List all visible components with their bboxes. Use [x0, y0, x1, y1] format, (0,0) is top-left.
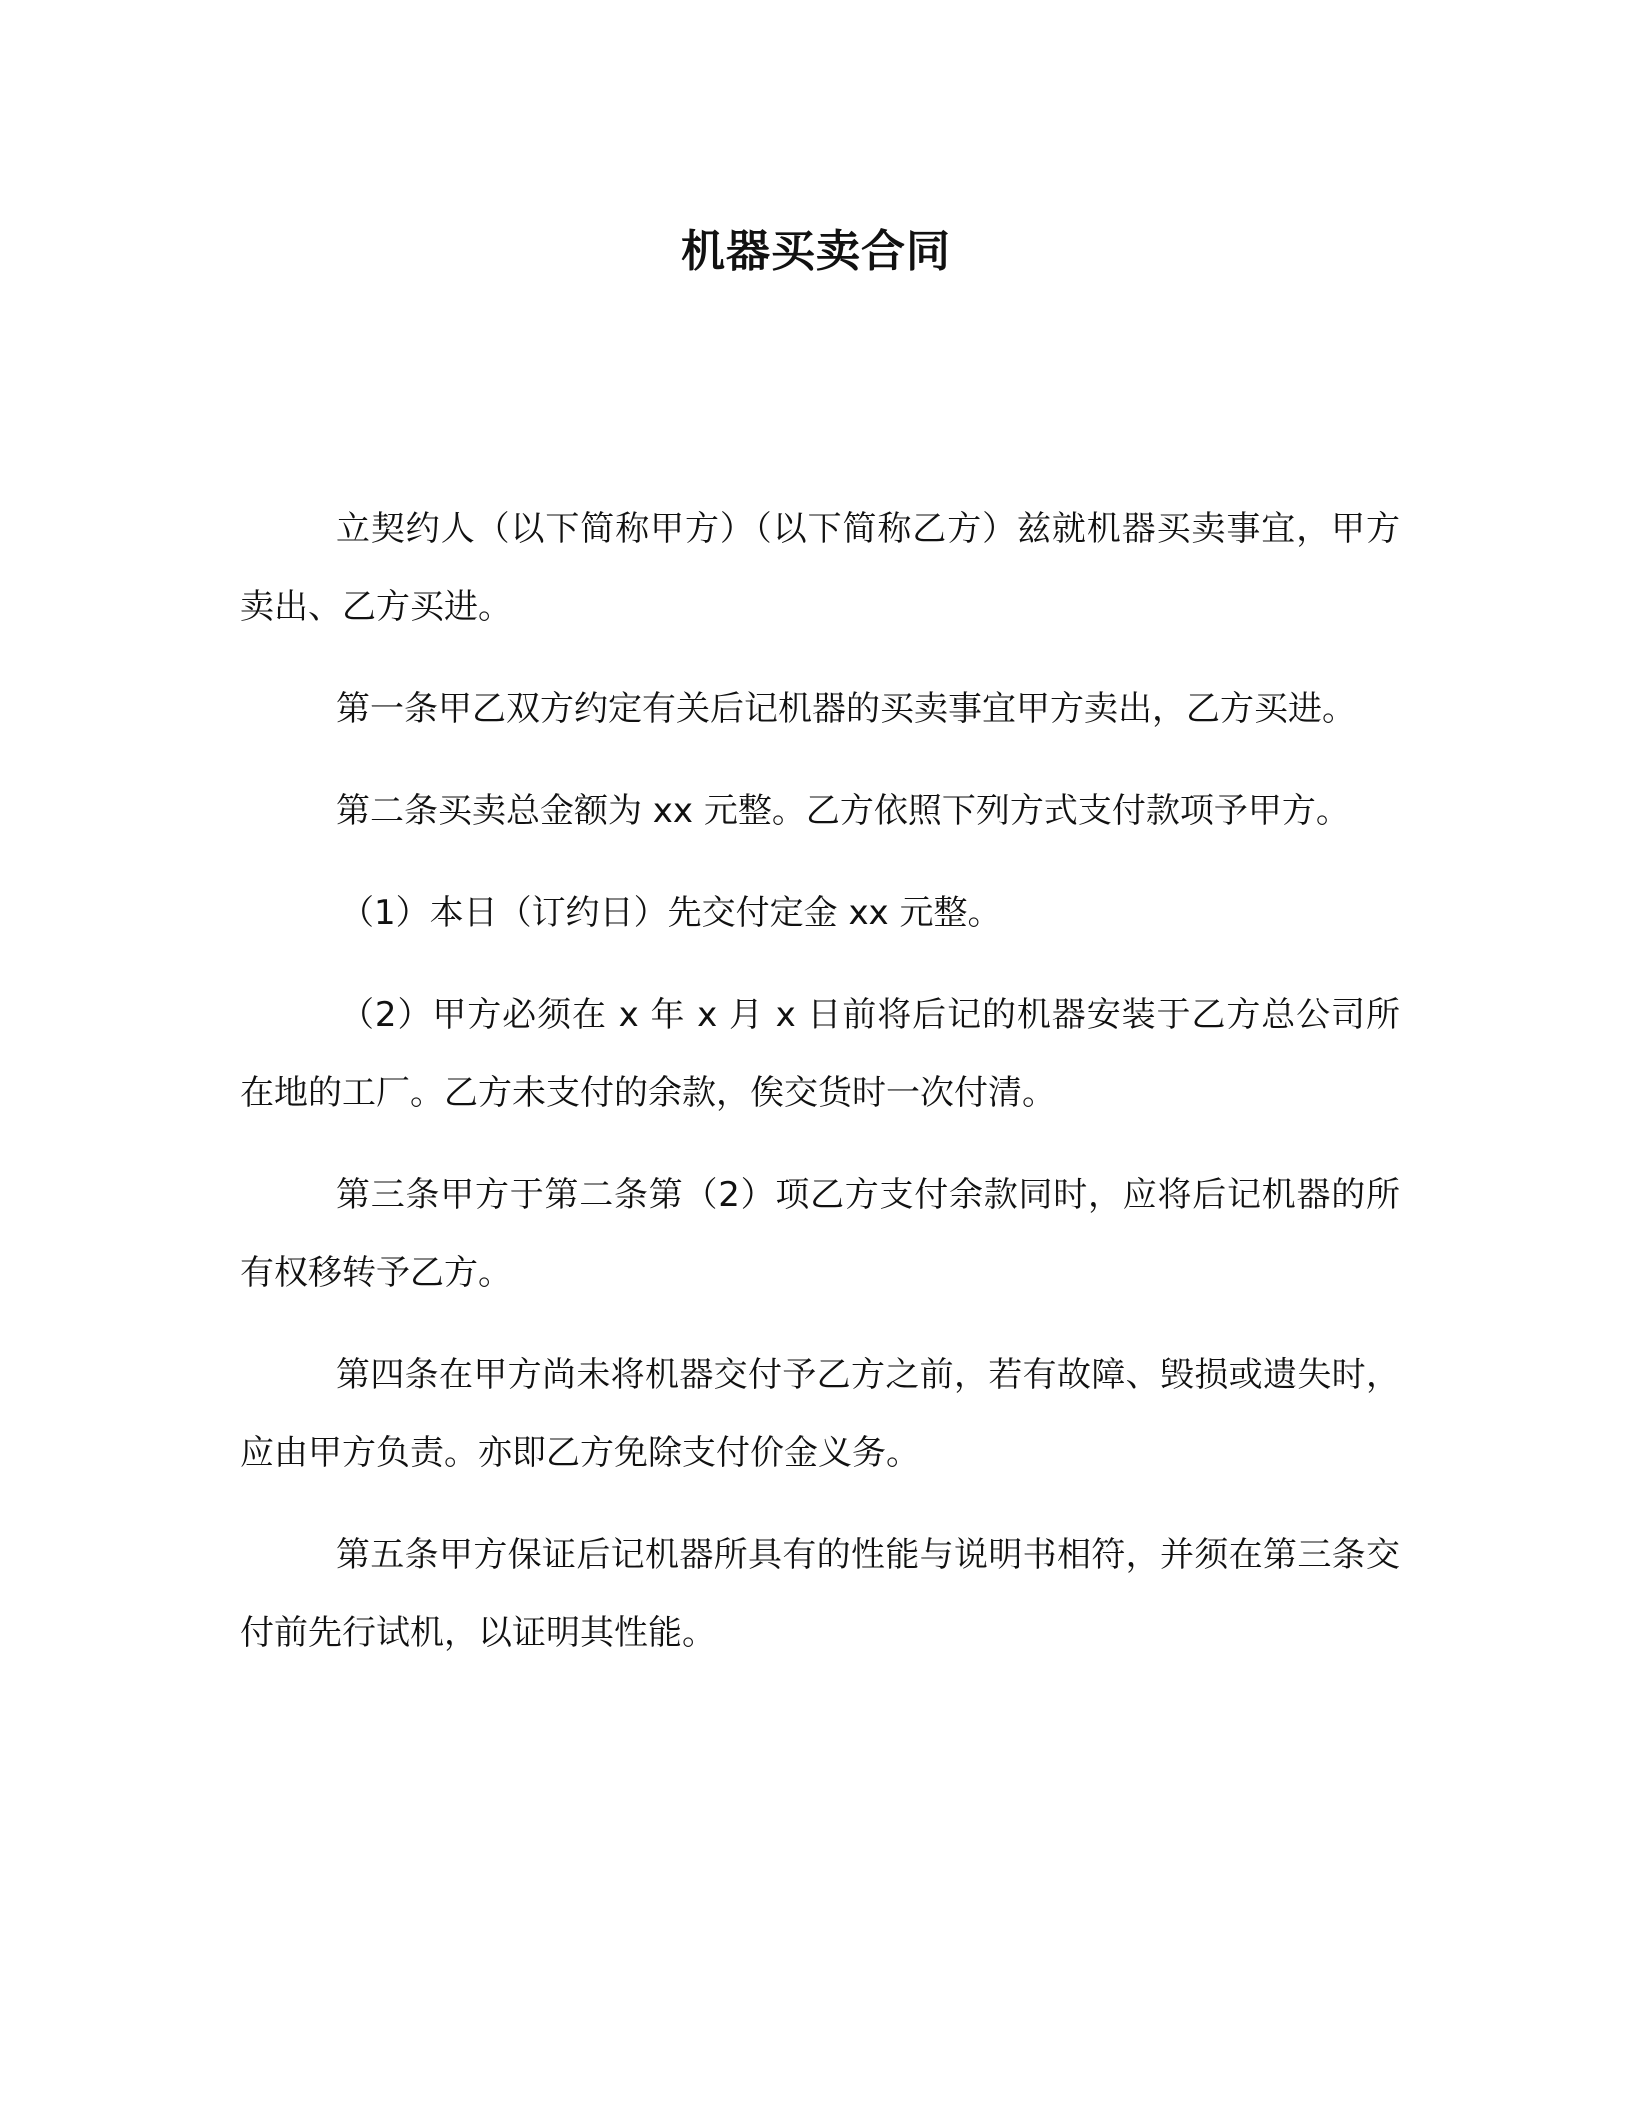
paragraph-article-1: 第一条甲乙双方约定有关后记机器的买卖事宜甲方卖出，乙方买进。: [336, 689, 1356, 729]
document-body: [240, 490, 1400, 1696]
paragraph-article-2: 第二条买卖总金额为 xx 元整。乙方依照下列方式支付款项予甲方。: [336, 791, 1350, 831]
paragraph-preamble: 立契约人（以下简称甲方）（以下简称乙方）兹就机器买卖事宜，甲方卖出、乙方买进。: [240, 509, 1400, 627]
paragraph-item-2: （2）甲方必须在 x 年 x 月 x 日前将后记的机器安装于乙方总公司所在地的工厂。乙方未支付的余款，俟交货时一次付清。: [240, 995, 1400, 1113]
paragraph-article-5: 第五条甲方保证后记机器所具有的性能与说明书相符，并须在第三条交付前先行试机，以证明其性能。: [240, 1535, 1400, 1653]
document-title: 机器买卖合同: [681, 226, 951, 277]
paragraph-item-1: （1）本日（订约日）先交付定金 xx 元整。: [340, 893, 1002, 933]
paragraph-article-3: 第三条甲方于第二条第（2）项乙方支付余款同时，应将后记机器的所有权移转予乙方。: [240, 1175, 1400, 1293]
paragraph-article-4: 第四条在甲方尚未将机器交付予乙方之前，若有故障、毁损或遗失时，应由甲方负责。亦即乙方免除支付价金义务。: [240, 1355, 1400, 1473]
